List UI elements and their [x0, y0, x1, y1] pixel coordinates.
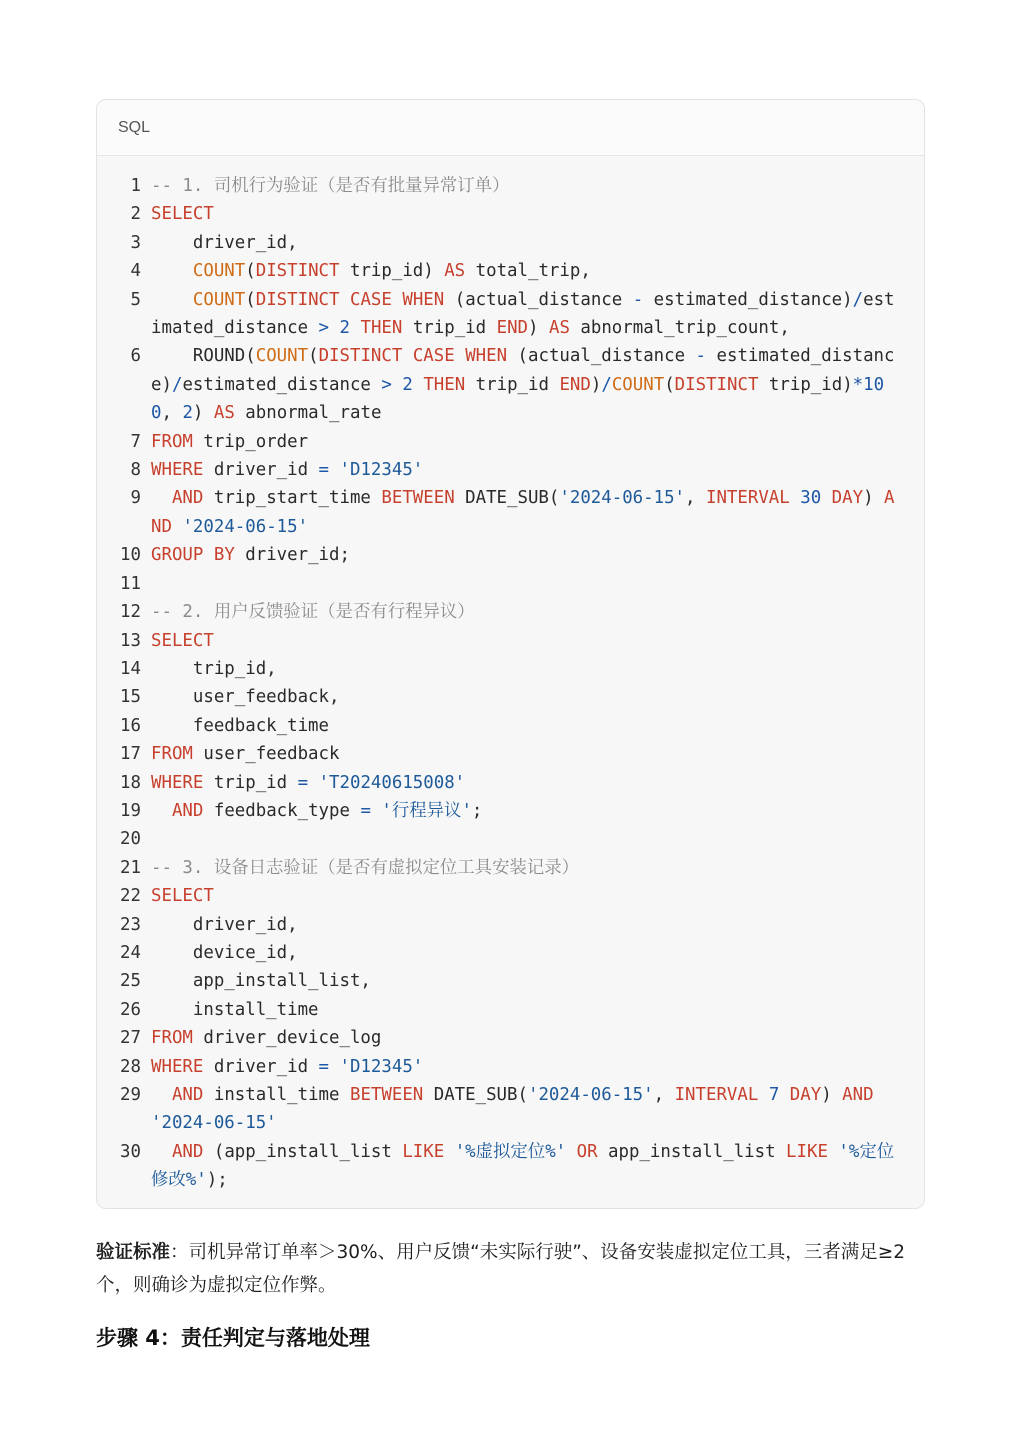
token-num: 7 [768, 1085, 780, 1105]
code-line [97, 769, 924, 797]
token-text: estimated_distance [182, 374, 382, 395]
token-comment: -- 1. 司机行为验证（是否有批量异常订单） [151, 176, 510, 196]
token-text: ( [245, 289, 256, 310]
token-op: = [318, 460, 330, 481]
code-text [151, 541, 899, 569]
token-kw: INTERVAL [674, 1085, 759, 1105]
token-kw: INTERVAL [705, 488, 790, 509]
token-text [151, 290, 193, 310]
token-text: app_install_list, [151, 971, 371, 992]
token-text: ) [863, 488, 885, 509]
token-text: (app_install_list [203, 1141, 403, 1162]
token-kw: CASE [349, 289, 392, 310]
code-text [151, 996, 899, 1024]
token-kw: DAY [831, 488, 864, 509]
code-text [151, 1081, 899, 1138]
code-line [97, 541, 924, 569]
line-number: 10 [120, 545, 141, 566]
token-text: ROUND( [151, 346, 256, 367]
token-comment: -- 2. 用户反馈验证（是否有行程异议） [151, 602, 475, 623]
token-kw: AND [171, 800, 204, 821]
token-text: user_feedback, [151, 687, 340, 708]
token-text: , [653, 1085, 675, 1105]
line-number: 1 [130, 176, 141, 196]
token-text: abnormal_trip_count, [569, 318, 790, 339]
code-text [151, 769, 899, 797]
code-line [97, 286, 924, 343]
token-text: app_install_list [597, 1141, 787, 1162]
token-text [203, 545, 213, 565]
token-text: feedback_type [203, 800, 361, 821]
token-kw: AND [171, 1085, 204, 1105]
token-text [151, 261, 193, 281]
token-kw: END [559, 374, 591, 395]
token-text: ; [471, 800, 483, 821]
line-number: 20 [120, 829, 141, 850]
token-text [308, 773, 318, 793]
token-op: > [381, 374, 392, 395]
code-text [151, 229, 899, 257]
line-number: 6 [130, 346, 141, 367]
token-text: (actual_distance [444, 289, 633, 310]
code-line [97, 1081, 924, 1138]
code-line [97, 1053, 924, 1081]
token-text: , [161, 403, 183, 424]
code-text [151, 172, 899, 200]
criteria-text: ：司机异常订单率＞30%、用户反馈“未实际行驶”、设备安装虚拟定位工具，三者满足≥2个，则确诊为虚拟定位作弊。 [96, 1242, 906, 1296]
token-str: '2024-06-15' [151, 1113, 277, 1134]
line-number: 9 [130, 488, 141, 509]
code-text [151, 911, 899, 939]
token-text: driver_device_log [192, 1028, 382, 1049]
token-str: 'D12345' [339, 1056, 424, 1077]
token-text: (actual_distance [507, 346, 696, 367]
token-text [821, 488, 831, 508]
token-kw: FROM [151, 431, 193, 452]
token-text: device_id, [151, 942, 298, 963]
token-fn: COUNT [192, 289, 246, 310]
line-number: 2 [130, 204, 141, 225]
code-line [97, 200, 924, 228]
line-number: 4 [130, 261, 141, 282]
token-comment: -- 3. 设备日志验证（是否有虚拟定位工具安装记录） [151, 857, 580, 878]
token-text: ) [528, 318, 549, 339]
token-kw: CASE [412, 346, 455, 367]
code-text [151, 342, 899, 427]
token-str: '%定位修改%' [151, 1141, 895, 1191]
token-text [151, 1085, 172, 1105]
token-kw: AND [171, 1141, 204, 1162]
code-language-label: SQL [97, 100, 924, 156]
verification-criteria-paragraph [96, 1236, 931, 1302]
token-text [402, 346, 412, 366]
token-text [172, 517, 182, 537]
token-str: '2024-06-15' [182, 516, 309, 537]
token-text: driver_id [203, 1056, 319, 1077]
line-number: 25 [120, 971, 141, 992]
line-number: 8 [130, 460, 141, 481]
line-number: 5 [130, 289, 141, 310]
code-line [97, 683, 924, 711]
token-text: feedback_time [151, 715, 330, 736]
token-text: ( [664, 374, 675, 395]
token-kw: BETWEEN [381, 488, 455, 509]
token-text: estimated_distance) [151, 346, 895, 395]
token-text: ( [308, 346, 319, 367]
token-text: DATE_SUB( [423, 1085, 528, 1105]
code-text [151, 570, 899, 598]
code-text [151, 740, 899, 768]
token-text [790, 488, 800, 508]
token-op: - [695, 346, 707, 367]
token-kw: FROM [151, 744, 193, 765]
token-op: / [852, 289, 864, 310]
token-text [350, 318, 360, 338]
code-line [97, 342, 924, 427]
token-kw: WHERE [151, 772, 204, 793]
token-text [779, 1085, 789, 1105]
code-line [97, 257, 924, 285]
token-text: driver_id [203, 460, 319, 481]
line-number: 24 [120, 942, 141, 963]
token-text: trip_order [192, 431, 309, 452]
code-text [151, 939, 899, 967]
token-num: 2 [402, 374, 413, 395]
token-num: 30 [800, 488, 822, 509]
line-number: 26 [120, 999, 141, 1020]
token-kw: GROUP [151, 545, 204, 566]
code-text [151, 200, 899, 228]
line-number: 18 [120, 772, 141, 793]
line-number: 28 [120, 1056, 141, 1077]
token-kw: THEN [423, 374, 466, 395]
token-text: driver_id, [151, 914, 298, 935]
line-number: 14 [120, 658, 141, 679]
line-number: 29 [120, 1085, 141, 1105]
token-kw: SELECT [151, 886, 214, 907]
code-text [151, 655, 899, 683]
token-num: 2 [182, 403, 193, 424]
code-body[interactable] [97, 156, 924, 1195]
token-kw: SELECT [151, 630, 214, 651]
code-line [97, 484, 924, 541]
line-number: 16 [120, 715, 141, 736]
token-text: trip_id, [151, 658, 277, 679]
token-kw: DISTINCT [255, 261, 340, 282]
token-fn: COUNT [192, 261, 246, 282]
code-line [97, 882, 924, 910]
code-line [97, 655, 924, 683]
code-text [151, 683, 899, 711]
token-kw: DAY [789, 1085, 822, 1105]
token-text [329, 318, 339, 338]
token-text: ) [590, 374, 602, 395]
token-text [828, 1142, 838, 1162]
token-text: driver_id, [151, 232, 298, 253]
token-str: '2024-06-15' [527, 1085, 654, 1105]
token-text: trip_id) [758, 374, 853, 395]
token-kw: AS [213, 403, 235, 424]
token-str: 'D12345' [339, 460, 424, 481]
code-line [97, 797, 924, 825]
token-text [758, 1085, 768, 1105]
code-line [97, 1024, 924, 1052]
token-kw: WHERE [151, 460, 204, 481]
code-line [97, 229, 924, 257]
token-kw: FROM [151, 1028, 193, 1049]
token-num: 2 [339, 318, 350, 339]
token-op: - [632, 289, 644, 310]
token-kw: BY [213, 545, 235, 566]
token-fn: COUNT [611, 374, 665, 395]
code-text [151, 598, 899, 626]
token-kw: DISTINCT [255, 289, 340, 310]
code-text [151, 825, 899, 853]
code-text [151, 286, 899, 343]
token-text: DATE_SUB( [454, 488, 560, 509]
token-op: / [171, 374, 183, 395]
code-line [97, 854, 924, 882]
line-number: 21 [120, 857, 141, 878]
token-text: trip_id [203, 772, 298, 793]
code-text [151, 456, 899, 484]
line-number: 19 [120, 800, 141, 821]
token-kw: DISTINCT [318, 346, 403, 367]
section-heading: 步骤 4：责任判定与落地处理 [96, 1326, 370, 1350]
token-text [151, 488, 172, 508]
token-kw: DISTINCT [674, 374, 759, 395]
line-number: 17 [120, 744, 141, 765]
code-line [97, 939, 924, 967]
token-text [413, 375, 423, 395]
token-op: = [297, 772, 309, 793]
token-kw: AS [444, 261, 466, 282]
code-text [151, 484, 899, 541]
token-kw: THEN [360, 318, 403, 339]
token-text [371, 801, 381, 821]
code-text [151, 1024, 899, 1052]
line-number: 3 [130, 232, 141, 253]
token-op: = [360, 800, 371, 821]
token-text [392, 375, 402, 395]
token-kw: WHEN [402, 289, 445, 310]
token-kw: END [496, 318, 529, 339]
token-kw: LIKE [786, 1141, 828, 1162]
token-text [151, 801, 172, 821]
token-op: / [601, 374, 612, 395]
token-op: = [318, 1056, 330, 1077]
line-number: 22 [120, 886, 141, 907]
token-text: trip_start_time [203, 488, 382, 509]
code-line [97, 740, 924, 768]
code-line [97, 570, 924, 598]
line-number: 30 [120, 1141, 141, 1162]
code-text [151, 1053, 899, 1081]
token-str: '%虚拟定位%' [454, 1141, 567, 1162]
token-kw: AND [151, 488, 895, 537]
code-text [151, 1138, 899, 1195]
token-text [329, 460, 339, 480]
code-line [97, 456, 924, 484]
token-text: ) [821, 1085, 843, 1105]
token-kw: LIKE [402, 1141, 445, 1162]
token-text: ) [192, 403, 214, 424]
line-number: 7 [130, 431, 141, 452]
token-text: install_time [203, 1085, 350, 1105]
code-text [151, 797, 899, 825]
line-number: 23 [120, 914, 141, 935]
code-text [151, 882, 899, 910]
token-kw: OR [576, 1141, 598, 1162]
code-line [97, 598, 924, 626]
token-text: estimated_distance) [643, 289, 853, 310]
token-text: trip_id [402, 318, 497, 339]
token-text [151, 1142, 172, 1162]
token-text: abnormal_rate [234, 403, 382, 424]
code-text [151, 257, 899, 285]
token-text: install_time [151, 999, 319, 1020]
code-line [97, 428, 924, 456]
token-text: driver_id; [234, 545, 350, 566]
line-number: 11 [120, 573, 141, 594]
token-kw: SELECT [151, 204, 214, 225]
token-kw: AND [171, 488, 204, 509]
token-text: trip_id) [339, 261, 445, 282]
code-text [151, 428, 899, 456]
code-line [97, 996, 924, 1024]
token-kw: BETWEEN [349, 1085, 424, 1105]
token-text: total_trip, [465, 261, 591, 282]
criteria-label: 验证标准 [96, 1242, 171, 1263]
code-text [151, 627, 899, 655]
token-text [444, 1142, 454, 1162]
token-fn: COUNT [255, 346, 309, 367]
token-kw: AND [842, 1085, 874, 1105]
code-line [97, 911, 924, 939]
line-number: 13 [120, 630, 141, 651]
code-line [97, 627, 924, 655]
token-num: *100 [151, 374, 885, 424]
code-line [97, 1138, 924, 1195]
token-text: trip_id [465, 374, 560, 395]
token-text [455, 346, 465, 366]
code-line [97, 967, 924, 995]
token-op: > [318, 318, 330, 339]
code-text [151, 712, 899, 740]
token-text: ( [245, 261, 256, 282]
token-text [340, 290, 350, 310]
code-line [97, 172, 924, 200]
token-text [874, 1085, 884, 1105]
token-kw: AS [548, 318, 570, 339]
token-text: estimated_distance [151, 289, 895, 339]
token-kw: WHERE [151, 1056, 204, 1077]
token-text [566, 1142, 576, 1162]
token-text [392, 290, 402, 310]
token-str: '2024-06-15' [559, 488, 686, 509]
token-str: '行程异议' [381, 800, 472, 821]
token-str: 'T20240615008' [318, 772, 466, 793]
token-text [329, 1057, 339, 1077]
token-kw: WHEN [465, 346, 508, 367]
token-text: , [685, 488, 706, 509]
code-line [97, 825, 924, 853]
code-text [151, 854, 899, 882]
code-text [151, 967, 899, 995]
code-line [97, 712, 924, 740]
line-number: 12 [120, 602, 141, 623]
code-block [96, 99, 925, 1209]
token-text: ); [206, 1170, 228, 1191]
line-number: 15 [120, 687, 141, 708]
line-number: 27 [120, 1028, 141, 1049]
token-text: user_feedback [192, 744, 340, 765]
